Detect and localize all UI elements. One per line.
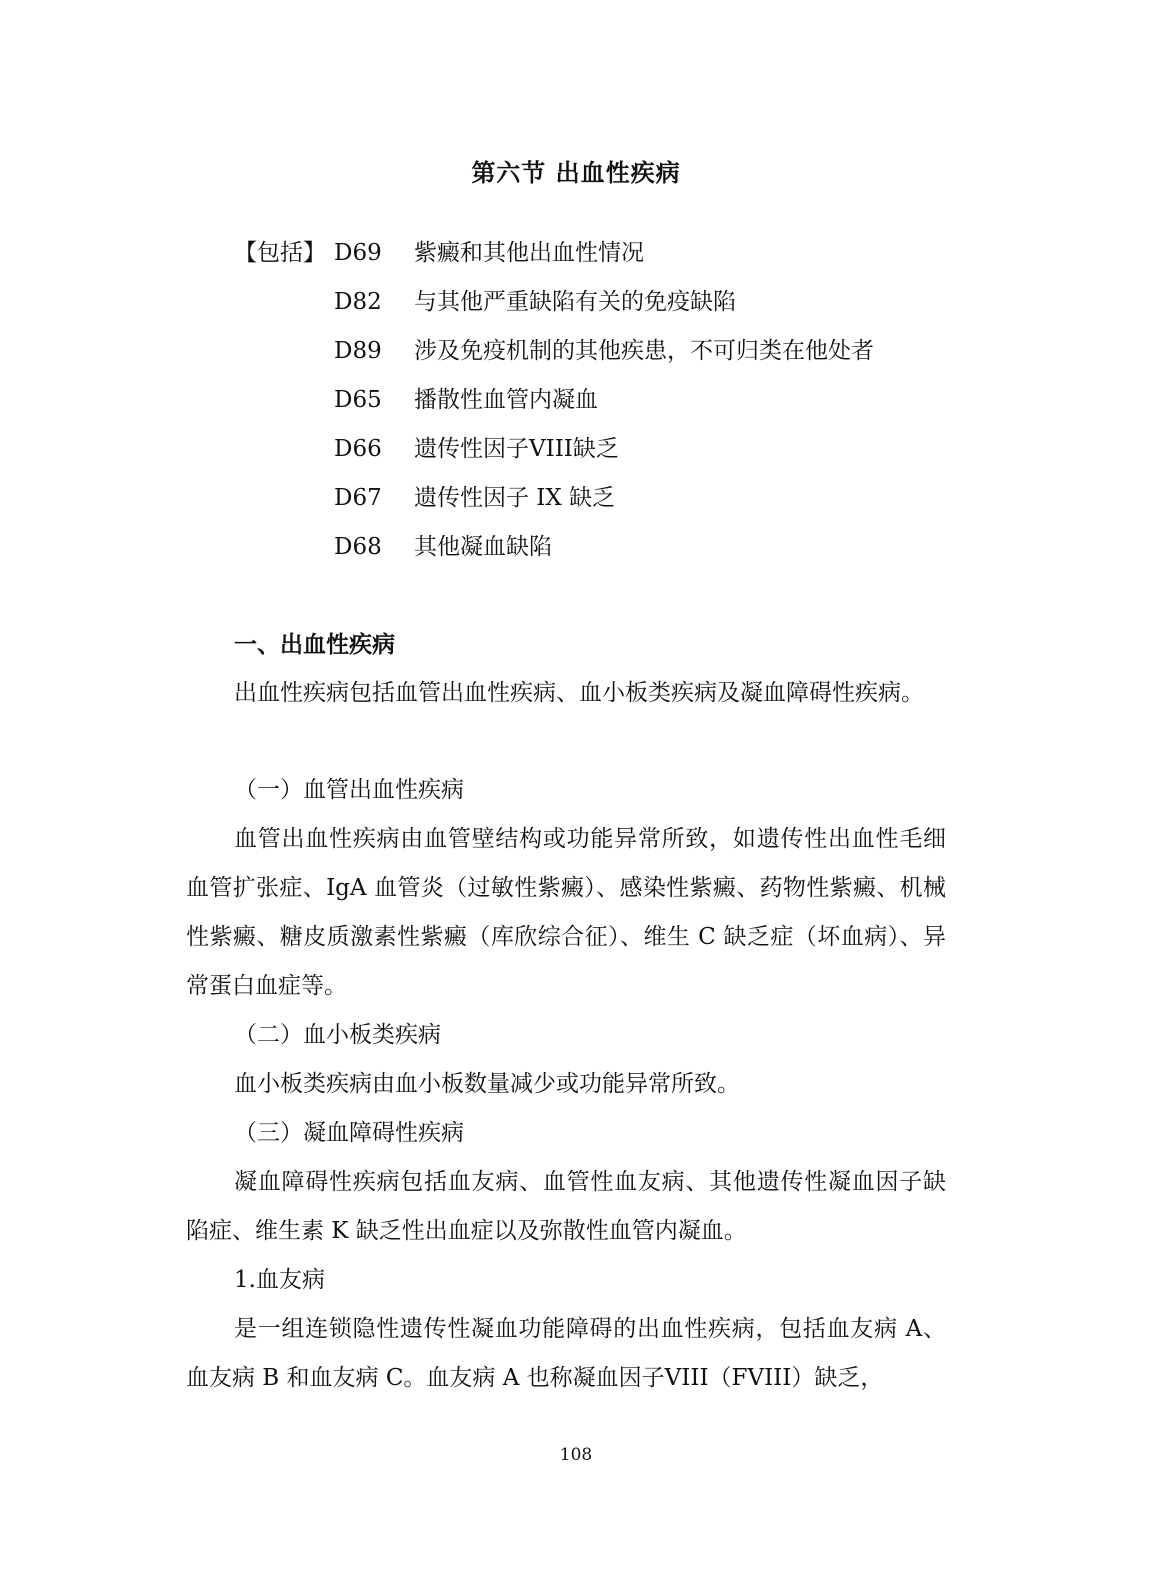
includes-text: 与其他严重缺陷有关的免疫缺陷 xyxy=(414,289,736,315)
page-number: 108 xyxy=(559,1445,593,1465)
includes-label: 【包括】 xyxy=(234,240,326,266)
includes-text: 遗传性因子 IX 缺乏 xyxy=(414,485,616,511)
includes-code: D67 xyxy=(334,485,382,511)
includes-code: D89 xyxy=(334,338,382,364)
paragraph-platelet: 血小板类疾病由血小板数量减少或功能异常所致。 xyxy=(234,1071,740,1097)
section-title: 第六节 出血性疾病 xyxy=(471,158,681,187)
includes-code: D68 xyxy=(334,534,382,560)
includes-code: D82 xyxy=(334,289,382,315)
includes-text: 遗传性因子VIII缺乏 xyxy=(414,436,619,462)
includes-code: D69 xyxy=(334,240,382,266)
includes-code: D66 xyxy=(334,436,382,462)
includes-text: 紫癜和其他出血性情况 xyxy=(414,240,644,266)
includes-code: D65 xyxy=(334,387,382,413)
subheading-hemophilia: 1.血友病 xyxy=(234,1267,325,1293)
subheading-platelet: （二）血小板类疾病 xyxy=(234,1022,441,1048)
includes-text: 其他凝血缺陷 xyxy=(414,534,552,560)
subheading-coagulation: （三）凝血障碍性疾病 xyxy=(234,1120,464,1146)
paragraph-vascular: 血管出血性疾病由血管壁结构或功能异常所致，如遗传性出血性毛细血管扩张症、IgA 血管炎（过敏性紫癜）、感染性紫癜、药物性紫癜、机械性紫癜、糖皮质激素性紫癜（库欣综合征）、维生 C 缺乏症（坏血病）、异常蛋白血症等。 xyxy=(186,826,946,999)
subheading-vascular: （一）血管出血性疾病 xyxy=(234,777,464,803)
heading-bleeding-disorders: 一、出血性疾病 xyxy=(234,631,395,658)
includes-text: 播散性血管内凝血 xyxy=(414,387,598,413)
includes-text: 涉及免疫机制的其他疾患，不可归类在他处者 xyxy=(414,338,874,364)
paragraph-coagulation: 凝血障碍性疾病包括血友病、血管性血友病、其他遗传性凝血因子缺陷症、维生素 K 缺乏性出血症以及弥散性血管内凝血。 xyxy=(186,1169,946,1244)
paragraph-intro: 出血性疾病包括血管出血性疾病、血小板类疾病及凝血障碍性疾病。 xyxy=(234,680,924,706)
paragraph-hemophilia: 是一组连锁隐性遗传性凝血功能障碍的出血性疾病，包括血友病 A、血友病 B 和血友病 C。血友病 A 也称凝血因子VIII（FVIII）缺乏， xyxy=(186,1316,946,1391)
